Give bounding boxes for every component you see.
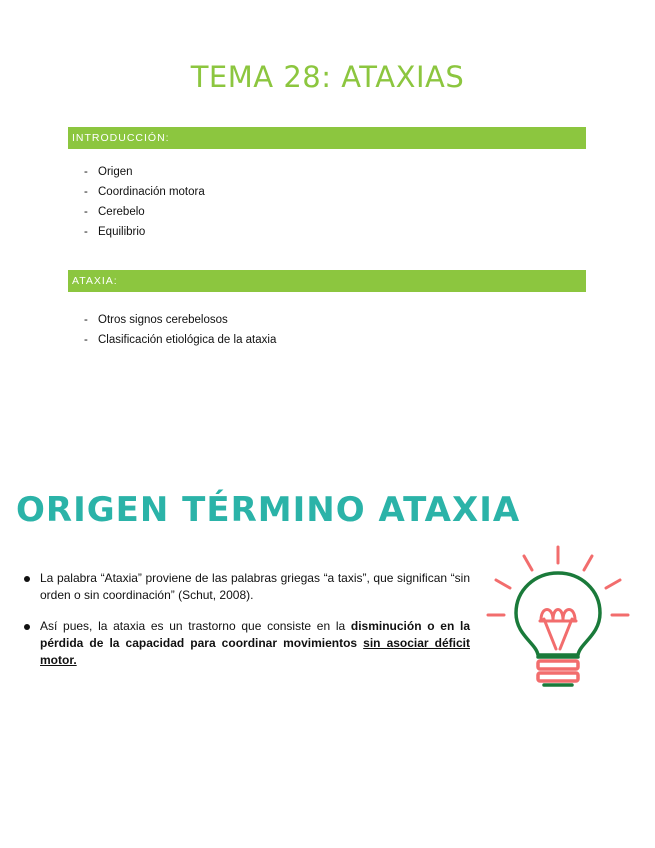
- section-header-introduccion: INTRODUCCIÓN:: [68, 127, 586, 149]
- page-title: TEMA 28: ATAXIAS: [190, 60, 465, 94]
- origen-bullets: [22, 570, 470, 683]
- bold-text: disminución o en la pérdida de la capacidad para coordinar movimientos: [40, 619, 470, 650]
- bullet-paragraph-2: [22, 618, 470, 669]
- list-item: - Clasificación etiológica de la ataxia: [84, 330, 276, 350]
- list-item: - Cerebelo: [84, 202, 205, 222]
- section-heading-origen: ORIGEN TÉRMINO ATAXIA: [16, 490, 521, 530]
- list-item: - Equilibrio: [84, 222, 205, 242]
- list-item: - Origen: [84, 162, 205, 182]
- paragraph-text: Así pues, la ataxia es un trastorno que consiste en la: [40, 619, 351, 633]
- ataxia-list: [84, 310, 276, 350]
- list-item: - Coordinación motora: [84, 182, 205, 202]
- section-header-ataxia: ATAXIA:: [68, 270, 586, 292]
- lightbulb-icon: [486, 543, 631, 693]
- bullet-paragraph-1: La palabra “Ataxia” proviene de las palabras griegas “a taxis”, que significan “sin orden o sin coordinación” (Schut, 2008).: [22, 570, 470, 604]
- intro-list: [84, 162, 205, 242]
- list-item: - Otros signos cerebelosos: [84, 310, 276, 330]
- bold-underlined-text: sin asociar déficit motor.: [40, 636, 470, 667]
